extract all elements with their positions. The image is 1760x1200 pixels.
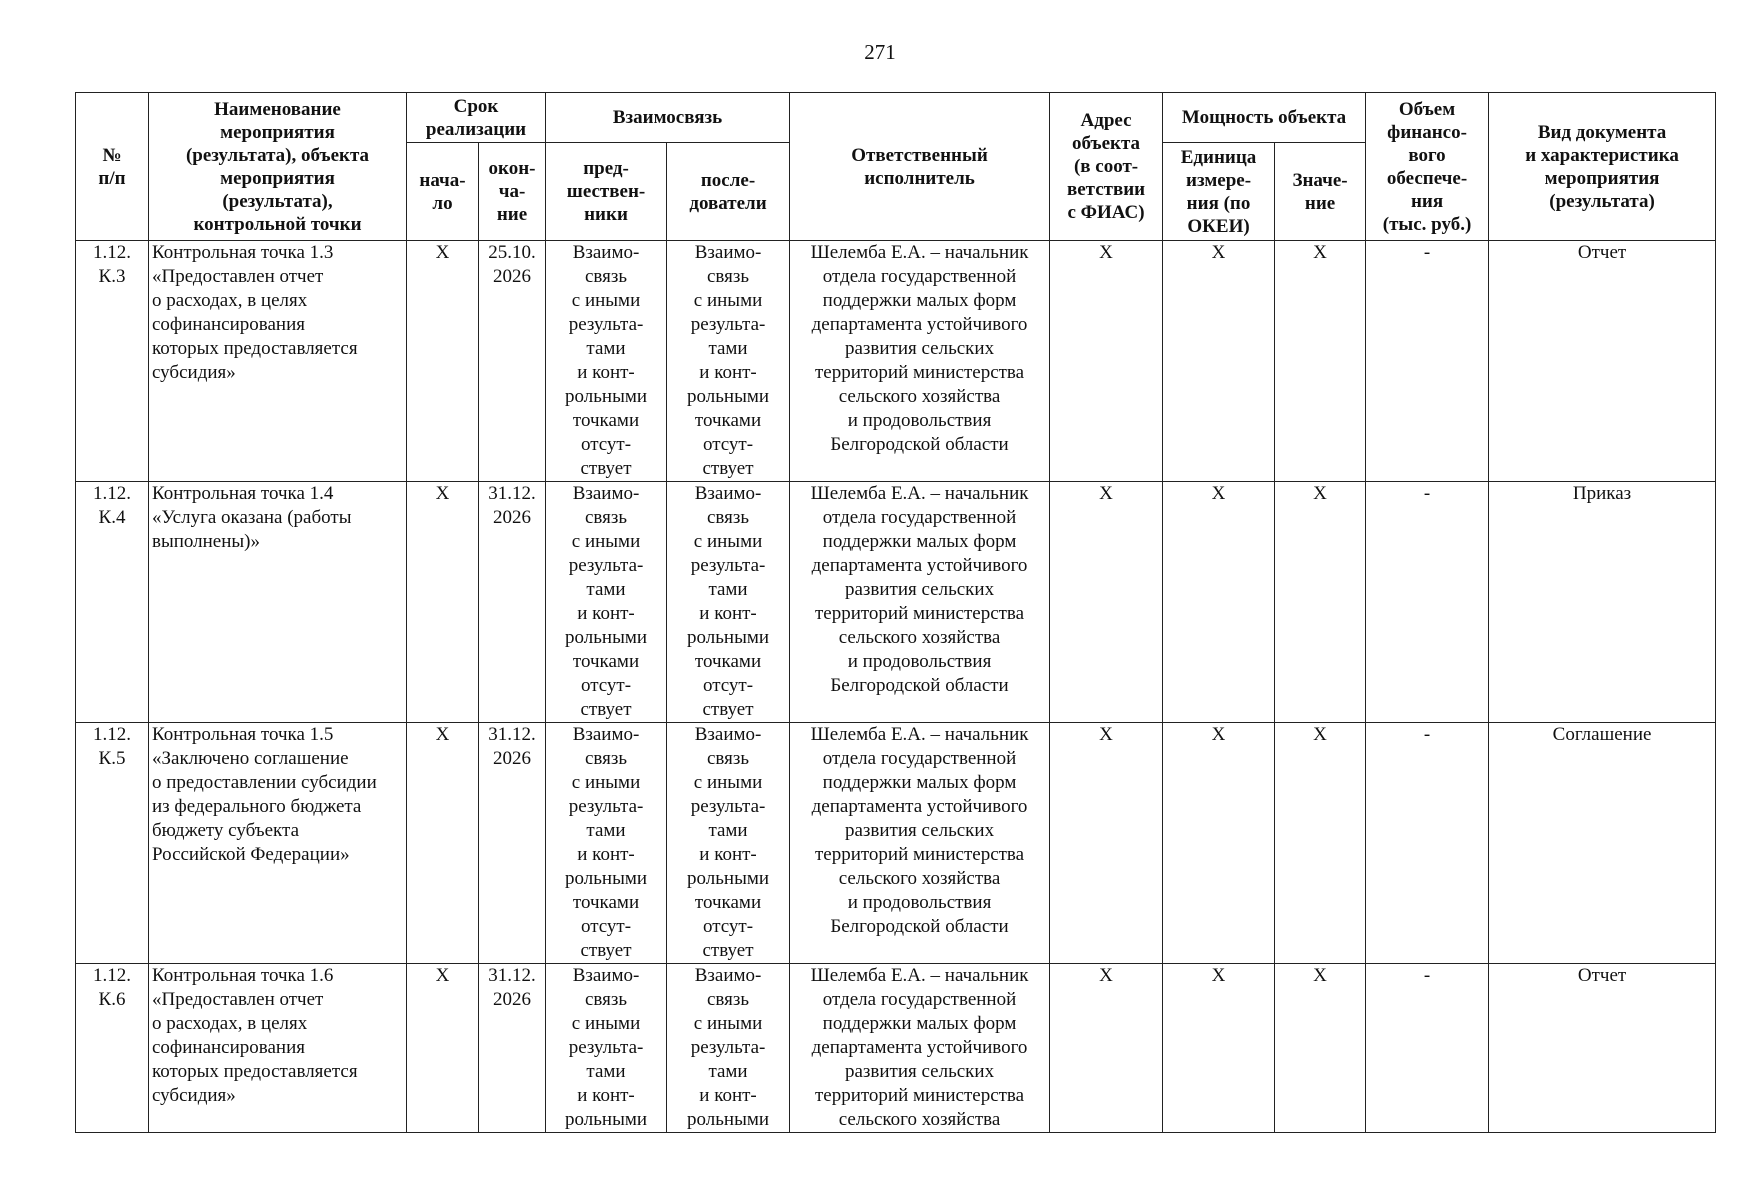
cell-responsible: Шелемба Е.А. – начальник отдела государственной поддержки малых форм департамента устойчивого развития сельских территорий министерства сельского хозяйства [790,964,1050,1133]
cell-name: Контрольная точка 1.6 «Предоставлен отчет о расходах, в целях софинансирования которых предоставляется субсидия» [149,964,407,1133]
cell-responsible: Шелемба Е.А. – начальник отдела государственной поддержки малых форм департамента устойчивого развития сельских территорий министерства сельского хозяйства и продовольствия Белгородской области [790,482,1050,723]
header-capacity: Мощность объекта [1163,93,1366,143]
cell-finance: - [1366,482,1489,723]
cell-value: X [1275,241,1366,482]
header-link-post: после- дователи [667,143,790,241]
cell-pred: Взаимо- связь с иными результа- тами и конт- рольными точками отсут- ствует [546,723,667,964]
header-value: Значе- ние [1275,143,1366,241]
header-srok-end: окон- ча- ние [479,143,546,241]
cell-num: 1.12. К.3 [76,241,149,482]
cell-end: 31.12. 2026 [479,964,546,1133]
cell-responsible: Шелемба Е.А. – начальник отдела государственной поддержки малых форм департамента устойчивого развития сельских территорий министерства сельского хозяйства и продовольствия Белгородской области [790,241,1050,482]
cell-unit: X [1163,964,1275,1133]
cell-start: X [407,241,479,482]
cell-post: Взаимо- связь с иными результа- тами и конт- рольными точками отсут- ствует [667,482,790,723]
cell-start: X [407,482,479,723]
cell-post: Взаимо- связь с иными результа- тами и конт- рольными точками отсут- ствует [667,723,790,964]
cell-pred: Взаимо- связь с иными результа- тами и конт- рольными [546,964,667,1133]
table-row [76,723,1716,964]
cell-doc: Отчет [1489,241,1716,482]
cell-address: X [1050,241,1163,482]
cell-doc: Отчет [1489,964,1716,1133]
header-num: № п/п [76,93,149,241]
cell-name: Контрольная точка 1.5 «Заключено соглашение о предоставлении субсидии из федерального бюджета бюджету субъекта Российской Федерации» [149,723,407,964]
cell-name: Контрольная точка 1.4 «Услуга оказана (работы выполнены)» [149,482,407,723]
header-srok-start: нача- ло [407,143,479,241]
header-address: Адрес объекта (в соот- ветствии с ФИАС) [1050,93,1163,241]
cell-value: X [1275,482,1366,723]
header-responsible: Ответственный исполнитель [790,93,1050,241]
cell-finance: - [1366,723,1489,964]
cell-pred: Взаимо- связь с иными результа- тами и конт- рольными точками отсут- ствует [546,241,667,482]
cell-finance: - [1366,241,1489,482]
cell-end: 25.10. 2026 [479,241,546,482]
table-row [76,241,1716,482]
cell-value: X [1275,723,1366,964]
cell-finance: - [1366,964,1489,1133]
cell-address: X [1050,482,1163,723]
cell-doc: Соглашение [1489,723,1716,964]
cell-unit: X [1163,482,1275,723]
cell-address: X [1050,723,1163,964]
cell-doc: Приказ [1489,482,1716,723]
page-number: 271 [864,40,896,64]
cell-end: 31.12. 2026 [479,482,546,723]
cell-post: Взаимо- связь с иными результа- тами и конт- рольными [667,964,790,1133]
cell-num: 1.12. К.4 [76,482,149,723]
cell-address: X [1050,964,1163,1133]
cell-num: 1.12. К.6 [76,964,149,1133]
cell-start: X [407,723,479,964]
table-row [76,964,1716,1133]
header-link-pred: пред- шествен- ники [546,143,667,241]
header-doc: Вид документа и характеристика мероприятия (результата) [1489,93,1716,241]
cell-start: X [407,964,479,1133]
cell-value: X [1275,964,1366,1133]
table-row [76,482,1716,723]
cell-end: 31.12. 2026 [479,723,546,964]
cell-unit: X [1163,723,1275,964]
cell-name: Контрольная точка 1.3 «Предоставлен отчет о расходах, в целях софинансирования которых предоставляется субсидия» [149,241,407,482]
cell-post: Взаимо- связь с иными результа- тами и конт- рольными точками отсут- ствует [667,241,790,482]
cell-unit: X [1163,241,1275,482]
header-unit: Единица измере- ния (по ОКЕИ) [1163,143,1275,241]
cell-responsible: Шелемба Е.А. – начальник отдела государственной поддержки малых форм департамента устойчивого развития сельских территорий министерства сельского хозяйства и продовольствия Белгородской области [790,723,1050,964]
cell-num: 1.12. К.5 [76,723,149,964]
header-finance: Объем финансо- вого обеспече- ния (тыс. руб.) [1366,93,1489,241]
header-srok: Срок реализации [407,93,546,143]
plan-table [75,92,1716,1133]
header-link: Взаимосвязь [546,93,790,143]
cell-pred: Взаимо- связь с иными результа- тами и конт- рольными точками отсут- ствует [546,482,667,723]
header-name: Наименование мероприятия (результата), объекта мероприятия (результата), контрольной точки [149,93,407,241]
